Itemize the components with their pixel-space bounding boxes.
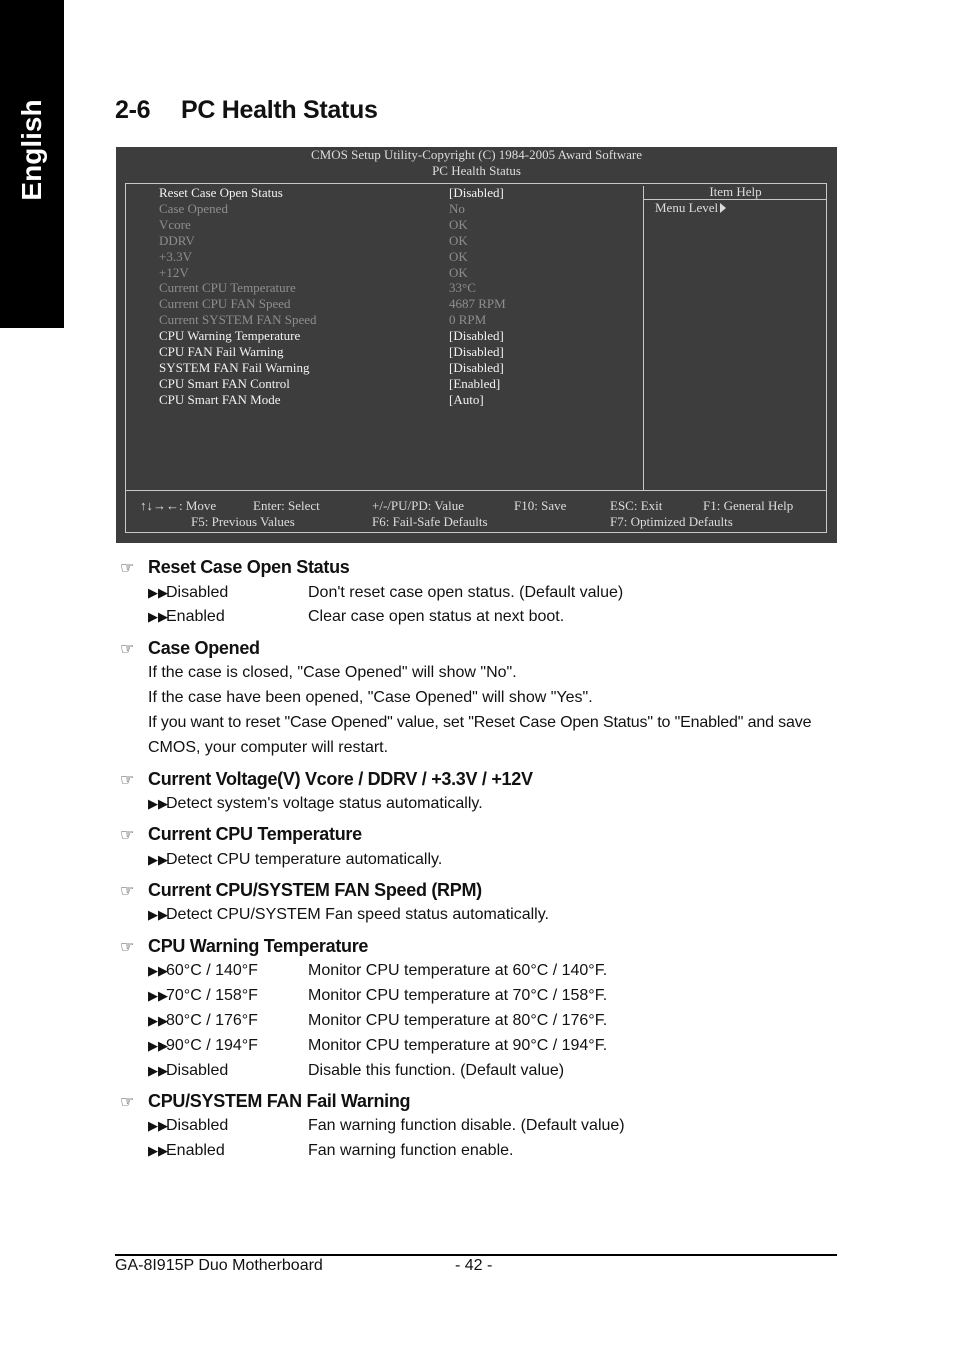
bios-setting-row[interactable] bbox=[159, 249, 639, 265]
triangle-right-icon bbox=[720, 203, 726, 213]
pointing-hand-icon: ☞ bbox=[120, 939, 135, 956]
pointing-hand-icon: ☞ bbox=[120, 560, 135, 577]
option-desc: Clear case open status at next boot. bbox=[308, 608, 565, 625]
bios-setting-label: CPU Smart FAN Mode bbox=[159, 391, 281, 407]
option-text: Detect system's voltage status automatically. bbox=[166, 795, 483, 812]
option-desc: Disable this function. (Default value) bbox=[308, 1062, 565, 1079]
bios-setting-row[interactable] bbox=[159, 312, 639, 328]
paragraph-line: If you want to reset "Case Opened" value, set "Reset Case Open Status" to "Enabled" and save bbox=[148, 714, 812, 731]
option-row bbox=[148, 987, 608, 1005]
footer-move: ↑↓→←: Move bbox=[140, 498, 217, 513]
option-row bbox=[148, 1142, 514, 1160]
bios-setting-value: 33°C bbox=[449, 280, 476, 296]
bios-setting-row[interactable] bbox=[159, 280, 639, 296]
option-row bbox=[148, 962, 608, 980]
option-desc: Monitor CPU temperature at 70°C / 158°F. bbox=[308, 987, 608, 1004]
double-arrow-icon: ▶▶ bbox=[148, 1118, 168, 1133]
bios-setting-label: SYSTEM FAN Fail Warning bbox=[159, 359, 310, 375]
language-tab bbox=[0, 0, 64, 328]
bios-setting-label: CPU Warning Temperature bbox=[159, 328, 301, 344]
bios-divider-horizontal bbox=[125, 490, 827, 491]
bios-setting-label: Current SYSTEM FAN Speed bbox=[159, 312, 317, 328]
bios-setting-row[interactable] bbox=[159, 201, 639, 217]
bios-setting-label: Reset Case Open Status bbox=[159, 185, 283, 200]
option-key: Disabled bbox=[166, 1117, 229, 1134]
option-key: Enabled bbox=[166, 608, 225, 625]
heading-text: Current CPU/SYSTEM FAN Speed (RPM) bbox=[148, 880, 482, 900]
option-row bbox=[148, 851, 442, 869]
section-number: 2-6 bbox=[115, 96, 151, 124]
bios-setting-label: Vcore bbox=[159, 216, 191, 232]
bios-setting-row[interactable] bbox=[159, 344, 639, 360]
bios-setting-label: CPU Smart FAN Control bbox=[159, 375, 290, 391]
footer-exit: ESC: Exit bbox=[610, 498, 663, 513]
bios-divider-vertical bbox=[643, 186, 644, 490]
bios-setting-label: CPU FAN Fail Warning bbox=[159, 344, 284, 359]
paragraph-line: If the case have been opened, "Case Opened" will show "Yes". bbox=[148, 689, 593, 706]
footer-save: F10: Save bbox=[514, 498, 567, 513]
bios-setting-value: No bbox=[449, 200, 465, 216]
bios-setting-label: Case Opened bbox=[159, 200, 228, 216]
option-desc: Don't reset case open status. (Default value) bbox=[308, 584, 624, 601]
page-number: - 42 - bbox=[455, 1257, 493, 1274]
double-arrow-icon: ▶▶ bbox=[148, 988, 168, 1003]
double-arrow-icon: ▶▶ bbox=[148, 609, 168, 624]
page-title bbox=[115, 96, 378, 125]
bios-setting-value: [Enabled] bbox=[449, 375, 501, 391]
option-key: Disabled bbox=[166, 584, 229, 601]
heading-voltage bbox=[120, 769, 533, 790]
option-desc: Fan warning function enable. bbox=[308, 1142, 514, 1159]
paragraph-line: CMOS, your computer will restart. bbox=[148, 739, 389, 756]
option-row bbox=[148, 608, 565, 626]
footer-help: F1: General Help bbox=[703, 498, 794, 513]
language-tab-label: English bbox=[16, 99, 47, 201]
bios-setting-label: DDRV bbox=[159, 232, 195, 248]
option-row bbox=[148, 1012, 608, 1030]
bios-setting-row[interactable] bbox=[159, 360, 639, 376]
option-desc: Monitor CPU temperature at 90°C / 194°F. bbox=[308, 1037, 608, 1054]
bios-setting-value: OK bbox=[449, 232, 468, 248]
bios-setting-value: 4687 RPM bbox=[449, 296, 506, 312]
option-key: 80°C / 176°F bbox=[166, 1012, 258, 1029]
footer-value: +/-/PU/PD: Value bbox=[372, 498, 464, 513]
footer-previous: F5: Previous Values bbox=[191, 514, 295, 529]
bios-setting-value: [Disabled] bbox=[449, 328, 504, 344]
pointing-hand-icon: ☞ bbox=[120, 772, 135, 789]
bios-setting-value: OK bbox=[449, 216, 468, 232]
bios-screen-title: PC Health Status bbox=[432, 163, 521, 178]
heading-reset-case bbox=[120, 557, 349, 578]
double-arrow-icon: ▶▶ bbox=[148, 907, 168, 922]
footer-model: GA-8I915P Duo Motherboard bbox=[115, 1257, 323, 1274]
bios-setting-row[interactable] bbox=[159, 296, 639, 312]
bios-setting-row[interactable] bbox=[159, 392, 639, 408]
bios-setting-value: [Disabled] bbox=[449, 185, 504, 200]
heading-text: Reset Case Open Status bbox=[148, 557, 350, 577]
option-key: 70°C / 158°F bbox=[166, 987, 258, 1004]
bios-setting-row[interactable] bbox=[159, 376, 639, 392]
heading-cpu-temp bbox=[120, 824, 362, 845]
option-row bbox=[148, 1117, 625, 1135]
footer-enter: Enter: Select bbox=[253, 498, 320, 513]
section-title-text: PC Health Status bbox=[181, 96, 378, 124]
heading-text: CPU Warning Temperature bbox=[148, 936, 369, 956]
double-arrow-icon: ▶▶ bbox=[148, 1063, 168, 1078]
bios-setting-label: Current CPU Temperature bbox=[159, 280, 296, 296]
bios-setting-value: [Disabled] bbox=[449, 344, 504, 359]
pointing-hand-icon: ☞ bbox=[120, 1094, 135, 1111]
bios-setting-value: [Auto] bbox=[449, 391, 484, 407]
option-key: 90°C / 194°F bbox=[166, 1037, 258, 1054]
paragraph-line: If the case is closed, "Case Opened" will show "No". bbox=[148, 664, 517, 681]
footer-optimized: F7: Optimized Defaults bbox=[610, 514, 733, 529]
bios-setting-row[interactable] bbox=[159, 233, 639, 249]
double-arrow-icon: ▶▶ bbox=[148, 1143, 168, 1158]
double-arrow-icon: ▶▶ bbox=[148, 963, 168, 978]
bios-screenshot bbox=[116, 147, 837, 543]
heading-text: Current Voltage(V) Vcore / DDRV / +3.3V / +12V bbox=[148, 769, 533, 789]
footer-failsafe: F6: Fail-Safe Defaults bbox=[372, 514, 488, 529]
heading-case-opened bbox=[120, 638, 260, 659]
option-desc: Monitor CPU temperature at 60°C / 140°F. bbox=[308, 962, 608, 979]
option-row bbox=[148, 1037, 608, 1055]
option-key: 60°C / 140°F bbox=[166, 962, 258, 979]
bios-setting-row[interactable] bbox=[159, 328, 639, 344]
pointing-hand-icon: ☞ bbox=[120, 827, 135, 844]
double-arrow-icon: ▶▶ bbox=[148, 1013, 168, 1028]
bios-setting-row[interactable] bbox=[159, 265, 639, 281]
heading-text: CPU/SYSTEM FAN Fail Warning bbox=[148, 1091, 411, 1111]
heading-fan-speed bbox=[120, 880, 482, 901]
menu-level-label: Menu Level bbox=[655, 200, 719, 215]
bios-setting-label: +12V bbox=[159, 264, 189, 280]
double-arrow-icon: ▶▶ bbox=[148, 585, 168, 600]
pointing-hand-icon: ☞ bbox=[120, 883, 135, 900]
option-text: Detect CPU/SYSTEM Fan speed status automatically. bbox=[166, 906, 549, 923]
bios-setting-value: OK bbox=[449, 248, 468, 264]
double-arrow-icon: ▶▶ bbox=[148, 852, 168, 867]
option-row bbox=[148, 795, 483, 813]
footer-rule bbox=[115, 1254, 837, 1256]
double-arrow-icon: ▶▶ bbox=[148, 1038, 168, 1053]
menu-level bbox=[655, 200, 726, 216]
option-key: Enabled bbox=[166, 1142, 225, 1159]
item-help-title: Item Help bbox=[709, 184, 762, 199]
double-arrow-icon: ▶▶ bbox=[148, 796, 168, 811]
option-key: Disabled bbox=[166, 1062, 229, 1079]
bios-setting-value: [Disabled] bbox=[449, 359, 504, 375]
heading-text: Case Opened bbox=[148, 638, 260, 658]
bios-setting-row[interactable] bbox=[159, 217, 639, 233]
bios-setting-row[interactable] bbox=[159, 185, 639, 201]
bios-setting-label: Current CPU FAN Speed bbox=[159, 296, 291, 312]
heading-warn-temp bbox=[120, 936, 368, 957]
option-row bbox=[148, 1062, 565, 1080]
option-row bbox=[148, 906, 549, 924]
bios-setting-value: 0 RPM bbox=[449, 312, 487, 328]
bios-setting-value: OK bbox=[449, 264, 468, 280]
option-desc: Fan warning function disable. (Default value) bbox=[308, 1117, 625, 1134]
bios-copyright: CMOS Setup Utility-Copyright (C) 1984-2005 Award Software bbox=[310, 147, 642, 162]
bios-setting-label: +3.3V bbox=[159, 248, 192, 264]
heading-fan-fail bbox=[120, 1091, 410, 1112]
pointing-hand-icon: ☞ bbox=[120, 641, 135, 658]
option-text: Detect CPU temperature automatically. bbox=[166, 851, 443, 868]
option-desc: Monitor CPU temperature at 80°C / 176°F. bbox=[308, 1012, 608, 1029]
option-row bbox=[148, 584, 624, 602]
heading-text: Current CPU Temperature bbox=[148, 824, 362, 844]
